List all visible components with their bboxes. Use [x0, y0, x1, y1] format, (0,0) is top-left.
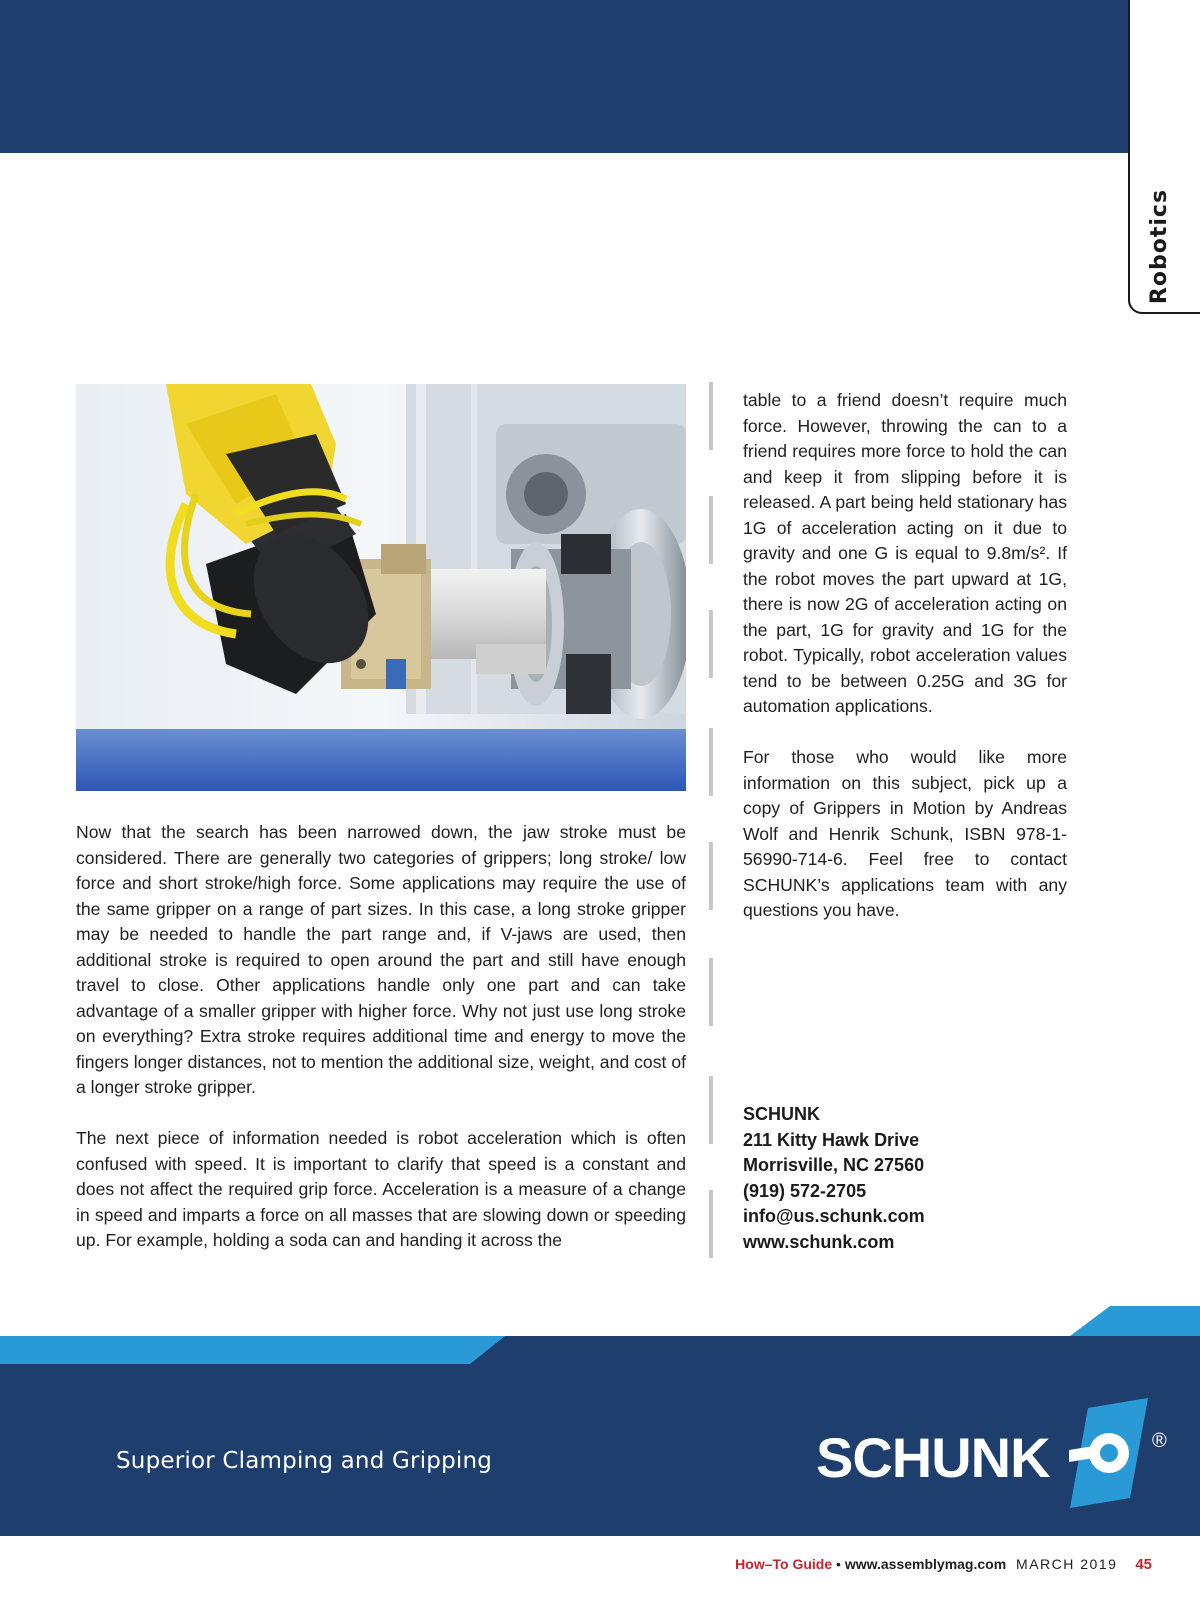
column-divider — [709, 382, 713, 450]
bottom-banner — [0, 1306, 1200, 1536]
paragraph: For those who would like more information on this subject, pick up a copy of Grippers in Motion by Andreas Wolf and Henrik Schunk, ISBN 978-1-56990-714-6. Feel free to contact SCHUNK’s applications team with any questions you have. — [743, 747, 1067, 920]
column-divider — [709, 1076, 713, 1144]
article-right-column — [743, 388, 1067, 949]
schunk-logo-text: SCHUNK — [816, 1426, 1050, 1489]
column-divider — [709, 496, 713, 564]
contact-website[interactable]: www.schunk.com — [743, 1231, 895, 1252]
robot-gripper-photo — [76, 384, 686, 791]
page-number: 45 — [1135, 1556, 1152, 1573]
column-divider — [709, 728, 713, 796]
column-divider — [709, 610, 713, 678]
page-footer — [735, 1556, 1152, 1573]
article-left-column — [76, 820, 686, 1279]
column-divider — [709, 958, 713, 1026]
footer-site[interactable]: www.assemblymag.com — [844, 1556, 1007, 1572]
contact-block — [743, 1102, 1083, 1255]
contact-city: Morrisville, NC 27560 — [743, 1155, 925, 1175]
contact-phone: (919) 572-2705 — [743, 1180, 867, 1201]
schunk-logo-icon — [1064, 1398, 1154, 1508]
section-tab-label: Robotics — [1147, 188, 1173, 304]
paragraph: Now that the search has been narrowed down, the jaw stroke must be considered. There are generally two categories of grippers; long stroke/ low force and short stroke/high force. Some applications may require the use of the same gripper on a range of part sizes. In this case, a long stroke gripper may be needed to handle the part range and, if V-jaws are used, then additional stroke is required to open around the part and still have enough travel to close. Other applications handle only one part and can take advantage of a smaller gripper with higher force. Why not just use long stroke on everything? Extra stroke requires additional time and energy to move the fingers longer distances, not to mention the additional size, weight, and cost of a longer stroke gripper. — [76, 822, 686, 1097]
footer-bullet: • — [836, 1556, 841, 1572]
column-divider — [709, 1190, 713, 1258]
paragraph: table to a friend doesn’t require much force. However, throwing the can to a friend requires more force to hold the can and keep it from slipping before it is released. A part being held stationary has 1G of acceleration acting on it due to gravity and one G is equal to 9.8m/s². If the robot moves the part upward at 1G, there is now 2G of acceleration acting on the part, 1G for gravity and 1G for the robot. Typically, robot acceleration values tend to be between 0.25G and 3G for automation applications. — [743, 390, 1067, 716]
paragraph: The next piece of information needed is robot acceleration which is often confused with speed. It is important to clarify that speed is a constant and does not affect the required grip force. Acceleration is a measure of a change in speed and imparts a force on all masses that are slowing down or speeding up. For example, holding a soda can and handing it across the — [76, 1128, 686, 1250]
contact-street: 211 Kitty Hawk Drive — [743, 1129, 920, 1150]
footer-guide: How–To Guide — [735, 1556, 833, 1572]
contact-company: SCHUNK — [743, 1104, 821, 1124]
registered-mark: ® — [1152, 1430, 1167, 1452]
section-tab-label-wrap — [1140, 190, 1180, 302]
contact-email[interactable]: info@us.schunk.com — [743, 1206, 925, 1226]
banner-tagline: Superior Clamping and Gripping — [116, 1448, 493, 1474]
header-band — [0, 0, 1200, 153]
footer-date: MARCH 2019 — [1016, 1556, 1118, 1572]
column-divider — [709, 842, 713, 910]
